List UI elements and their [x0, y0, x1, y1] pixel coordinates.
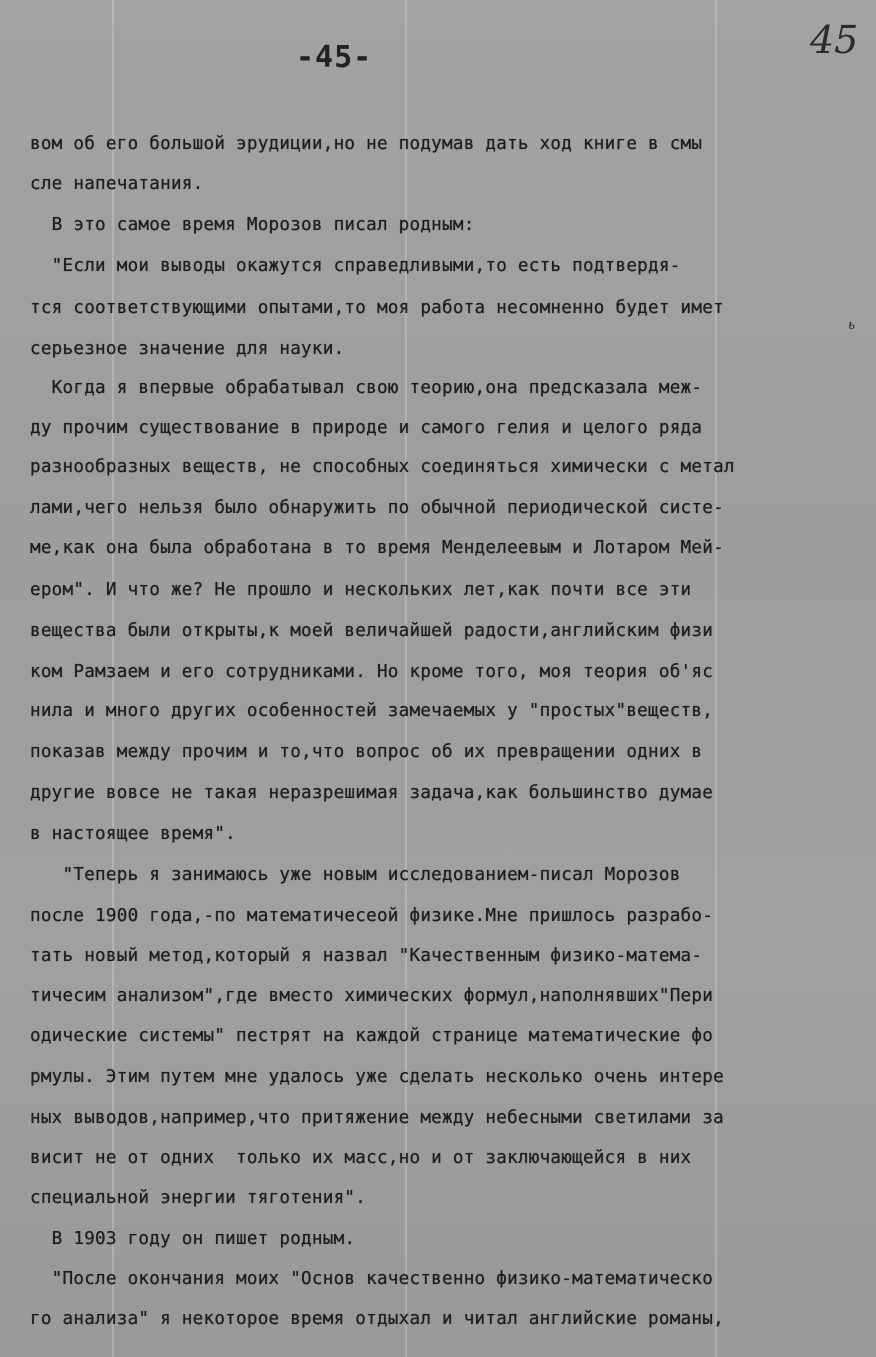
text-line: тать новый метод,который я назвал "Качественным физико-матема-: [30, 946, 703, 966]
text-line: ду прочим существование в природе и самого гелия и целого ряда: [30, 418, 703, 438]
text-line: специальной энергии тяготения".: [30, 1188, 367, 1208]
text-line: ком Рамзаем и его сотрудниками. Но кроме того, моя теория об'яс: [30, 662, 714, 682]
text-line: ных выводов,например,что притяжение между небесными светилами за: [30, 1108, 724, 1128]
handwritten-correction: ь: [848, 318, 856, 333]
text-line: ме,как она была обработана в то время Менделеевым и Лотаром Мей-: [30, 538, 724, 558]
text-line: лами,чего нельзя было обнаружить по обычной периодической систе-: [30, 498, 724, 518]
text-line: нила и много других особенностей замечаемых у "простых"веществ,: [30, 701, 714, 721]
text-line: сле напечатания.: [30, 174, 204, 194]
page-number: -45-: [296, 40, 373, 75]
text-line: "Теперь я занимаюсь уже новым исследованием-писал Морозов: [30, 865, 681, 885]
text-line: В 1903 году он пишет родным.: [30, 1229, 356, 1249]
archive-page-number: 45: [810, 18, 859, 62]
text-line: "Если мои выводы окажутся справедливыми,то есть подтвердя-: [30, 256, 681, 276]
text-line: разнообразных веществ, не способных соединяться химически с метал: [30, 457, 735, 477]
text-line: одические системы" пестрят на каждой странице математические фо: [30, 1026, 714, 1046]
text-line: висит не от одних только их масс,но и от заключающейся в них: [30, 1148, 692, 1168]
text-line: другие вовсе не такая неразрешимая задача,как большинство думае: [30, 783, 714, 803]
text-line: Когда я впервые обрабатывал свою теорию,она предсказала меж-: [30, 378, 703, 398]
text-line: тичесим анализом",где вместо химических формул,наполнявших"Пери: [30, 986, 714, 1006]
text-line: в настоящее время".: [30, 824, 237, 844]
text-line: после 1900 года,-по математичесеой физике.Мне пришлось разрабо-: [30, 906, 714, 926]
text-line: ером". И что же? Не прошло и нескольких лет,как почти все эти: [30, 580, 692, 600]
text-line: В это самое время Морозов писал родным:: [30, 215, 475, 235]
scan-crease: [715, 0, 717, 1357]
text-line: серьезное значение для науки.: [30, 339, 345, 359]
text-line: показав между прочим и то,что вопрос об их превращении одних в: [30, 742, 703, 762]
text-line: го анализа" я некоторое время отдыхал и читал английские романы,: [30, 1309, 724, 1329]
text-line: вом об его большой эрудиции,но не подумав дать ход книге в смы: [30, 134, 703, 154]
text-line: вещества были открыты,к моей величайшей радости,английским физи: [30, 621, 714, 641]
text-line: рмулы. Этим путем мне удалось уже сделать несколько очень интере: [30, 1067, 724, 1087]
text-line: тся соответствующими опытами,то моя работа несомненно будет имет: [30, 298, 724, 318]
text-line: "После окончания моих "Основ качественно физико-математическо: [30, 1269, 714, 1289]
